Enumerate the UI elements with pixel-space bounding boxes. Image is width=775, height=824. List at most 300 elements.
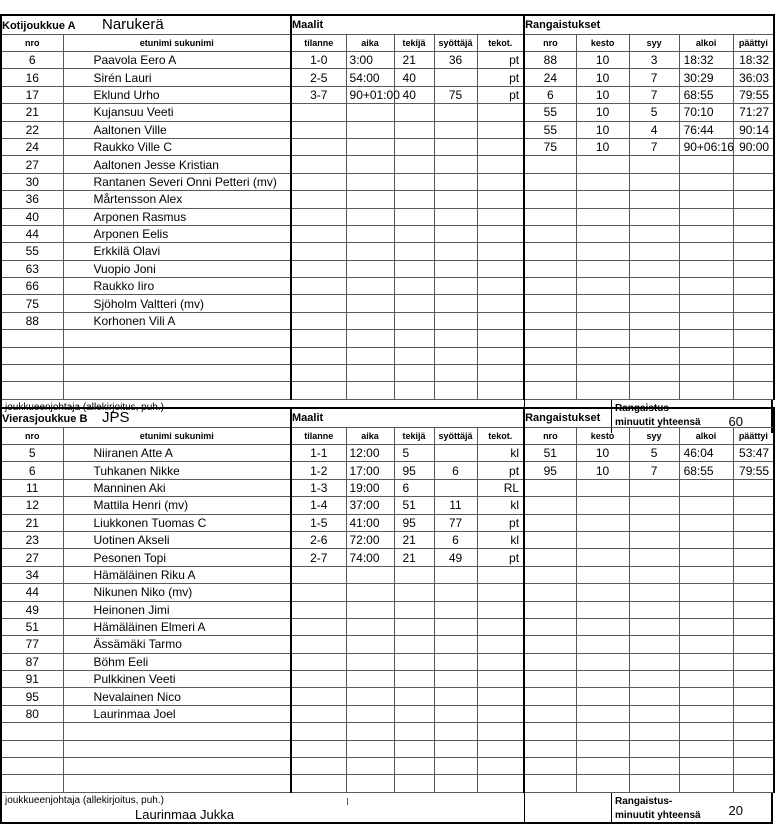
goal-scorer-cell [394, 566, 434, 583]
goal-scorer-cell: 21 [394, 549, 434, 566]
penalty-reason-cell [629, 705, 679, 722]
penalty-reason-cell [629, 156, 679, 173]
goal-type-cell [477, 601, 524, 618]
col-header-name: etunimi sukunimi [63, 35, 291, 52]
home-roster-body [1, 52, 774, 400]
player-number-cell [1, 723, 63, 740]
penalty-duration-cell [576, 514, 629, 531]
penalty-player-cell: 6 [524, 86, 576, 103]
goal-score-cell [291, 260, 346, 277]
goal-type-cell [477, 225, 524, 242]
roster-row [1, 173, 774, 190]
penalty-reason-cell [629, 312, 679, 329]
goal-assist-cell: 36 [434, 52, 477, 69]
away-team-name: JPS [102, 408, 130, 426]
goal-assist-cell [434, 156, 477, 173]
penalty-reason-cell: 3 [629, 52, 679, 69]
penalty-reason-cell [629, 671, 679, 688]
goal-score-cell [291, 705, 346, 722]
penalty-start-cell: 76:44 [679, 121, 733, 138]
away-penalty-total-value: 20 [728, 802, 743, 818]
penalty-player-cell [524, 531, 576, 548]
penalty-duration-cell [576, 566, 629, 583]
goal-scorer-cell: 51 [394, 497, 434, 514]
penalty-start-cell [679, 278, 733, 295]
goal-assist-cell [434, 445, 477, 462]
goal-type-cell: pt [477, 549, 524, 566]
penalty-reason-cell [629, 330, 679, 347]
goal-time-cell [346, 566, 394, 583]
penalty-duration-cell [576, 601, 629, 618]
penalty-player-cell [524, 260, 576, 277]
penalty-reason-cell [629, 618, 679, 635]
goal-scorer-cell [394, 653, 434, 670]
roster-row [1, 584, 774, 601]
player-name-cell: Nikunen Niko (mv) [63, 584, 291, 601]
player-name-cell: Laurinmaa Joel [63, 705, 291, 722]
roster-row [1, 653, 774, 670]
penalty-end-cell [733, 208, 774, 225]
penalty-start-cell [679, 173, 733, 190]
goal-time-cell [346, 104, 394, 121]
goal-type-cell [477, 775, 524, 792]
roster-row [1, 156, 774, 173]
player-number-cell: 34 [1, 566, 63, 583]
penalty-total-label-line1: Rangaistus- [615, 795, 673, 807]
player-number-cell [1, 365, 63, 382]
goal-score-cell [291, 347, 346, 364]
goal-scorer-cell: 95 [394, 462, 434, 479]
penalty-duration-cell: 10 [576, 52, 629, 69]
penalty-end-cell [733, 347, 774, 364]
penalty-end-cell [733, 382, 774, 399]
roster-row [1, 208, 774, 225]
roster-row [1, 347, 774, 364]
goal-type-cell: pt [477, 52, 524, 69]
goal-assist-cell [434, 347, 477, 364]
goal-type-cell [477, 723, 524, 740]
penalty-start-cell: 46:04 [679, 445, 733, 462]
penalty-player-cell [524, 225, 576, 242]
goal-score-cell: 1-2 [291, 462, 346, 479]
player-name-cell [63, 347, 291, 364]
goal-type-cell [477, 208, 524, 225]
penalty-player-cell: 75 [524, 138, 576, 155]
roster-row [1, 382, 774, 399]
penalty-start-cell [679, 601, 733, 618]
player-name-cell [63, 382, 291, 399]
player-name-cell: Uotinen Akseli [63, 531, 291, 548]
roster-row [1, 260, 774, 277]
penalty-player-cell [524, 636, 576, 653]
goal-type-cell [477, 566, 524, 583]
roster-row [1, 531, 774, 548]
penalty-duration-cell [576, 208, 629, 225]
goal-assist-cell [434, 618, 477, 635]
player-name-cell: Rantanen Severi Onni Petteri (mv) [63, 173, 291, 190]
penalty-end-cell [733, 514, 774, 531]
goal-assist-cell: 11 [434, 497, 477, 514]
goal-time-cell: 12:00 [346, 445, 394, 462]
goal-assist-cell [434, 671, 477, 688]
roster-row [1, 86, 774, 103]
penalty-duration-cell [576, 225, 629, 242]
home-team-header-row [1, 15, 774, 35]
penalty-reason-cell [629, 225, 679, 242]
penalty-player-cell [524, 618, 576, 635]
goal-type-cell [477, 636, 524, 653]
goal-score-cell [291, 243, 346, 260]
goal-assist-cell [434, 173, 477, 190]
player-name-cell: Arponen Rasmus [63, 208, 291, 225]
goal-score-cell [291, 688, 346, 705]
goal-score-cell [291, 295, 346, 312]
player-number-cell: 27 [1, 549, 63, 566]
penalty-reason-cell [629, 191, 679, 208]
away-penalties-title: Rangaistukset [524, 408, 774, 428]
player-number-cell: 49 [1, 601, 63, 618]
goal-type-cell: pt [477, 514, 524, 531]
goal-score-cell: 3-7 [291, 86, 346, 103]
goal-type-cell [477, 295, 524, 312]
penalty-end-cell [733, 566, 774, 583]
penalty-reason-cell [629, 278, 679, 295]
goal-assist-cell [434, 584, 477, 601]
goal-scorer-cell [394, 365, 434, 382]
goal-time-cell [346, 653, 394, 670]
goal-scorer-cell: 6 [394, 479, 434, 496]
player-number-cell: 63 [1, 260, 63, 277]
goal-score-cell [291, 278, 346, 295]
goal-type-cell [477, 243, 524, 260]
goal-time-cell: 19:00 [346, 479, 394, 496]
penalty-end-cell [733, 173, 774, 190]
penalty-end-cell [733, 549, 774, 566]
goal-score-cell [291, 740, 346, 757]
goal-score-cell: 1-4 [291, 497, 346, 514]
player-number-cell: 91 [1, 671, 63, 688]
player-number-cell: 21 [1, 514, 63, 531]
penalty-end-cell: 53:47 [733, 445, 774, 462]
penalty-end-cell: 36:03 [733, 69, 774, 86]
goal-assist-cell [434, 723, 477, 740]
penalty-start-cell [679, 365, 733, 382]
goal-score-cell: 2-6 [291, 531, 346, 548]
player-number-cell: 36 [1, 191, 63, 208]
goal-score-cell [291, 191, 346, 208]
penalty-player-cell [524, 671, 576, 688]
goal-time-cell [346, 121, 394, 138]
penalty-end-cell [733, 740, 774, 757]
goal-time-cell [346, 618, 394, 635]
player-number-cell: 55 [1, 243, 63, 260]
penalty-player-cell [524, 243, 576, 260]
col-header-aika: aika [346, 35, 394, 52]
penalty-player-cell [524, 295, 576, 312]
penalty-start-cell: 90+06:16 [679, 138, 733, 155]
player-number-cell [1, 740, 63, 757]
penalty-end-cell [733, 775, 774, 792]
penalty-start-cell [679, 191, 733, 208]
col-header-nro: nro [1, 428, 63, 445]
goal-type-cell [477, 330, 524, 347]
goal-scorer-cell [394, 740, 434, 757]
goal-assist-cell [434, 278, 477, 295]
away-team-section [0, 407, 773, 824]
penalty-start-cell [679, 156, 733, 173]
home-team-label: Kotijoukkue A [2, 20, 76, 32]
col-header-alkoi: alkoi [679, 428, 733, 445]
penalty-start-cell [679, 312, 733, 329]
penalty-total-label-line2: minuutit yhteensä [615, 416, 701, 428]
goal-score-cell [291, 758, 346, 775]
roster-row [1, 688, 774, 705]
penalty-player-cell [524, 191, 576, 208]
penalty-end-cell [733, 278, 774, 295]
manager-signature-label: joukkueenjohtaja (allekirjoitus, puh.) [5, 794, 164, 806]
goal-scorer-cell [394, 584, 434, 601]
goal-type-cell [477, 688, 524, 705]
player-number-cell: 16 [1, 69, 63, 86]
roster-row [1, 191, 774, 208]
penalty-player-cell [524, 278, 576, 295]
penalty-reason-cell [629, 497, 679, 514]
home-column-header-row [1, 35, 774, 52]
goal-time-cell [346, 243, 394, 260]
player-name-cell: Mårtensson Alex [63, 191, 291, 208]
goal-type-cell [477, 156, 524, 173]
penalty-duration-cell: 10 [576, 86, 629, 103]
goal-scorer-cell [394, 347, 434, 364]
penalty-duration-cell [576, 278, 629, 295]
goal-scorer-cell [394, 618, 434, 635]
penalty-end-cell [733, 671, 774, 688]
player-number-cell [1, 382, 63, 399]
penalty-end-cell [733, 225, 774, 242]
player-number-cell: 24 [1, 138, 63, 155]
goal-assist-cell [434, 566, 477, 583]
penalty-player-cell [524, 723, 576, 740]
goal-score-cell [291, 104, 346, 121]
player-name-cell: Manninen Aki [63, 479, 291, 496]
penalty-duration-cell [576, 295, 629, 312]
penalty-duration-cell [576, 260, 629, 277]
penalty-duration-cell [576, 347, 629, 364]
penalty-player-cell [524, 601, 576, 618]
goal-assist-cell [434, 121, 477, 138]
player-number-cell: 21 [1, 104, 63, 121]
penalty-start-cell [679, 671, 733, 688]
col-header-aika: aika [346, 428, 394, 445]
home-goals-title: Maalit [291, 15, 524, 35]
goal-time-cell: 37:00 [346, 497, 394, 514]
col-header-kesto: kesto [576, 35, 629, 52]
penalty-duration-cell [576, 758, 629, 775]
roster-row [1, 104, 774, 121]
penalty-reason-cell [629, 653, 679, 670]
penalty-start-cell [679, 330, 733, 347]
penalty-player-cell [524, 312, 576, 329]
player-number-cell [1, 775, 63, 792]
goal-score-cell [291, 775, 346, 792]
goal-score-cell [291, 156, 346, 173]
penalty-start-cell [679, 347, 733, 364]
penalty-start-cell: 18:32 [679, 52, 733, 69]
penalty-end-cell [733, 497, 774, 514]
goal-type-cell [477, 260, 524, 277]
goal-type-cell: kl [477, 497, 524, 514]
player-name-cell: Sjöholm Valtteri (mv) [63, 295, 291, 312]
penalty-start-cell [679, 479, 733, 496]
penalty-player-cell [524, 584, 576, 601]
penalty-start-cell: 70:10 [679, 104, 733, 121]
player-number-cell: 88 [1, 312, 63, 329]
goal-type-cell [477, 671, 524, 688]
penalty-end-cell [733, 688, 774, 705]
goal-scorer-cell [394, 312, 434, 329]
goal-scorer-cell [394, 156, 434, 173]
player-name-cell: Arponen Eelis [63, 225, 291, 242]
goal-scorer-cell [394, 688, 434, 705]
goal-scorer-cell [394, 382, 434, 399]
goal-time-cell [346, 740, 394, 757]
penalty-start-cell [679, 260, 733, 277]
penalty-duration-cell [576, 312, 629, 329]
goal-scorer-cell: 40 [394, 69, 434, 86]
goal-scorer-cell: 21 [394, 52, 434, 69]
goal-score-cell [291, 312, 346, 329]
penalty-duration-cell: 10 [576, 121, 629, 138]
penalty-reason-cell [629, 549, 679, 566]
penalty-reason-cell: 7 [629, 462, 679, 479]
goal-scorer-cell [394, 208, 434, 225]
penalty-end-cell [733, 243, 774, 260]
player-number-cell: 6 [1, 52, 63, 69]
goal-score-cell: 2-7 [291, 549, 346, 566]
goal-scorer-cell [394, 723, 434, 740]
penalty-end-cell [733, 601, 774, 618]
goal-score-cell [291, 138, 346, 155]
goal-type-cell [477, 312, 524, 329]
goal-assist-cell [434, 740, 477, 757]
col-header-syy: syy [629, 35, 679, 52]
penalty-player-cell [524, 514, 576, 531]
penalty-reason-cell [629, 531, 679, 548]
col-header-tekot: tekot. [477, 428, 524, 445]
player-number-cell: 30 [1, 173, 63, 190]
penalty-player-cell [524, 688, 576, 705]
col-header-pen-nro: nro [524, 428, 576, 445]
player-name-cell: Erkkilä Olavi [63, 243, 291, 260]
roster-row [1, 312, 774, 329]
penalty-start-cell: 68:55 [679, 86, 733, 103]
goal-time-cell [346, 688, 394, 705]
goal-assist-cell [434, 138, 477, 155]
roster-row [1, 278, 774, 295]
goal-score-cell [291, 636, 346, 653]
goal-time-cell: 72:00 [346, 531, 394, 548]
player-number-cell: 75 [1, 295, 63, 312]
goal-type-cell [477, 104, 524, 121]
goal-assist-cell: 75 [434, 86, 477, 103]
player-name-cell [63, 365, 291, 382]
home-team-table [0, 14, 775, 400]
goal-assist-cell [434, 601, 477, 618]
col-header-paattyi: päättyi [733, 35, 774, 52]
goal-time-cell [346, 260, 394, 277]
goal-time-cell [346, 758, 394, 775]
penalty-start-cell [679, 243, 733, 260]
penalty-player-cell [524, 775, 576, 792]
penalty-end-cell [733, 705, 774, 722]
penalty-duration-cell [576, 382, 629, 399]
goal-scorer-cell [394, 104, 434, 121]
goal-assist-cell [434, 758, 477, 775]
roster-row [1, 671, 774, 688]
penalty-start-cell [679, 295, 733, 312]
penalty-start-cell: 68:55 [679, 462, 733, 479]
col-header-tekot: tekot. [477, 35, 524, 52]
away-team-label: Vierasjoukkue B [2, 413, 88, 425]
col-header-nro: nro [1, 35, 63, 52]
roster-row [1, 138, 774, 155]
penalty-player-cell [524, 758, 576, 775]
goal-assist-cell [434, 775, 477, 792]
goal-type-cell [477, 191, 524, 208]
penalty-reason-cell [629, 601, 679, 618]
penalty-duration-cell [576, 705, 629, 722]
goal-scorer-cell [394, 138, 434, 155]
goal-assist-cell [434, 636, 477, 653]
penalty-end-cell [733, 156, 774, 173]
penalty-duration-cell: 10 [576, 69, 629, 86]
penalty-start-cell [679, 618, 733, 635]
player-number-cell [1, 347, 63, 364]
goal-assist-cell [434, 243, 477, 260]
goal-score-cell [291, 330, 346, 347]
penalty-duration-cell: 10 [576, 138, 629, 155]
goal-time-cell [346, 225, 394, 242]
goal-time-cell [346, 382, 394, 399]
col-header-paattyi: päättyi [733, 428, 774, 445]
penalty-player-cell [524, 497, 576, 514]
goal-type-cell: kl [477, 445, 524, 462]
goal-score-cell [291, 365, 346, 382]
goal-time-cell [346, 312, 394, 329]
home-team-name: Narukerä [102, 15, 164, 33]
penalty-player-cell: 55 [524, 121, 576, 138]
penalty-reason-cell [629, 479, 679, 496]
away-team-cell [1, 408, 291, 428]
goal-time-cell [346, 156, 394, 173]
goal-scorer-cell [394, 775, 434, 792]
goal-type-cell: pt [477, 462, 524, 479]
player-number-cell: 40 [1, 208, 63, 225]
goal-score-cell [291, 566, 346, 583]
col-header-tilanne: tilanne [291, 428, 346, 445]
penalty-duration-cell [576, 531, 629, 548]
penalty-duration-cell [576, 723, 629, 740]
penalty-player-cell: 51 [524, 445, 576, 462]
penalty-player-cell [524, 549, 576, 566]
away-manager-signature: Laurinmaa Jukka [135, 806, 234, 822]
penalty-start-cell [679, 584, 733, 601]
col-header-tekija: tekijä [394, 428, 434, 445]
player-number-cell: 80 [1, 705, 63, 722]
player-number-cell: 27 [1, 156, 63, 173]
goal-time-cell [346, 365, 394, 382]
roster-row [1, 705, 774, 722]
